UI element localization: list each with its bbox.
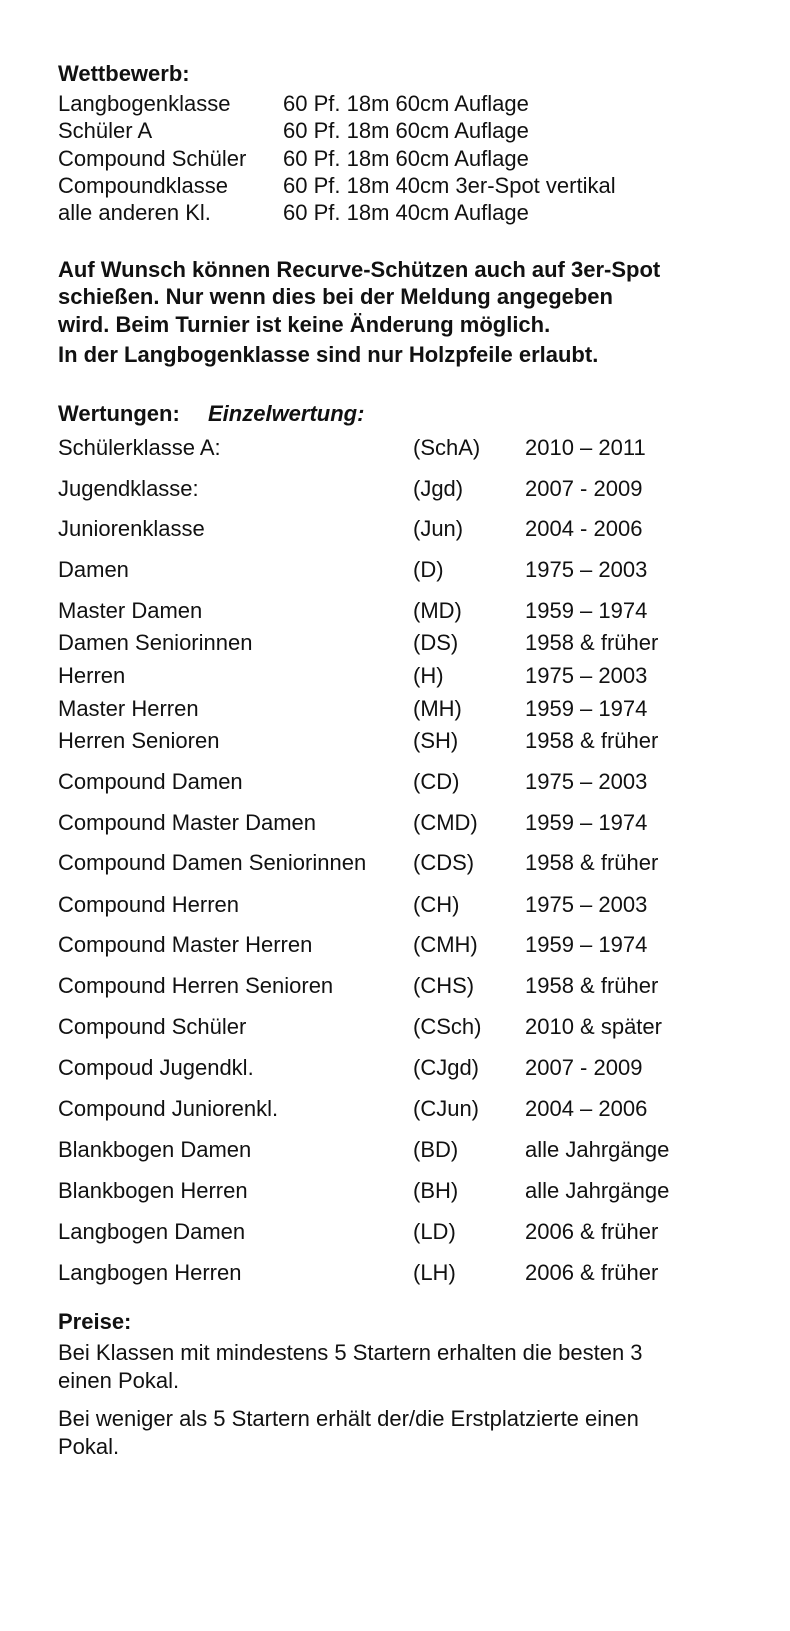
class-years: 1959 – 1974 bbox=[525, 696, 648, 721]
class-name: Schülerklasse A: bbox=[58, 435, 221, 460]
class-abbr: (MD) bbox=[413, 598, 462, 623]
class-name: Damen bbox=[58, 557, 129, 582]
class-abbr: (MH) bbox=[413, 696, 462, 721]
wertungen-heading: Wertungen: bbox=[58, 401, 180, 426]
wettbewerb-class: Compoundklasse bbox=[58, 173, 228, 198]
class-abbr: (DS) bbox=[413, 630, 459, 655]
class-years: 1975 – 2003 bbox=[525, 557, 648, 582]
class-years: 1958 & früher bbox=[525, 850, 659, 875]
notice-line: wird. Beim Turnier ist keine Änderung möglich. bbox=[58, 312, 551, 337]
wettbewerb-heading: Wettbewerb: bbox=[58, 61, 190, 86]
class-abbr: (CD) bbox=[413, 769, 460, 794]
class-abbr: (CJun) bbox=[413, 1096, 480, 1121]
class-name: Juniorenklasse bbox=[58, 516, 205, 541]
class-name: Blankbogen Herren bbox=[58, 1178, 248, 1203]
class-years: 2004 – 2006 bbox=[525, 1096, 648, 1121]
class-name: Langbogen Damen bbox=[58, 1219, 246, 1244]
class-abbr: (D) bbox=[413, 557, 444, 582]
wettbewerb-class: Compound Schüler bbox=[58, 146, 247, 171]
class-name: Compound Master Damen bbox=[58, 810, 317, 835]
wettbewerb-spec: 60 Pf. 18m 40cm Auflage bbox=[283, 200, 529, 225]
class-name: Master Herren bbox=[58, 696, 199, 721]
class-years: 2010 – 2011 bbox=[525, 435, 646, 460]
class-years: 1975 – 2003 bbox=[525, 663, 648, 688]
class-years: 1959 – 1974 bbox=[525, 932, 648, 957]
class-years: 1958 & früher bbox=[525, 630, 659, 655]
class-name: Compound Damen Seniorinnen bbox=[58, 850, 367, 875]
class-years: 1975 – 2003 bbox=[525, 769, 648, 794]
notice-line: schießen. Nur wenn dies bei der Meldung angegeben bbox=[58, 284, 613, 309]
preise-text: einen Pokal. bbox=[58, 1368, 180, 1393]
class-name: Herren bbox=[58, 663, 126, 688]
class-abbr: (BD) bbox=[413, 1137, 459, 1162]
class-name: Langbogen Herren bbox=[58, 1260, 242, 1285]
class-years: 2006 & früher bbox=[525, 1260, 659, 1285]
class-years: 1958 & früher bbox=[525, 973, 659, 998]
class-name: Blankbogen Damen bbox=[58, 1137, 252, 1162]
wettbewerb-spec: 60 Pf. 18m 60cm Auflage bbox=[283, 146, 529, 171]
class-years: 2010 & später bbox=[525, 1014, 662, 1039]
preise-text: Bei Klassen mit mindestens 5 Startern erhalten die besten 3 bbox=[58, 1340, 643, 1365]
class-abbr: (LD) bbox=[413, 1219, 456, 1244]
class-years: 2007 - 2009 bbox=[525, 476, 643, 501]
wettbewerb-class: Schüler A bbox=[58, 118, 153, 143]
class-years: 1959 – 1974 bbox=[525, 810, 648, 835]
class-abbr: (CDS) bbox=[413, 850, 475, 875]
wettbewerb-spec: 60 Pf. 18m 60cm Auflage bbox=[283, 118, 529, 143]
class-abbr: (CMH) bbox=[413, 932, 478, 957]
class-name: Compound Herren bbox=[58, 892, 239, 917]
class-abbr: (CHS) bbox=[413, 973, 475, 998]
class-name: Master Damen bbox=[58, 598, 203, 623]
class-name: Herren Senioren bbox=[58, 728, 220, 753]
preise-heading: Preise: bbox=[58, 1309, 132, 1334]
class-years: alle Jahrgänge bbox=[525, 1178, 670, 1203]
class-abbr: (CJgd) bbox=[413, 1055, 480, 1080]
class-abbr: (SchA) bbox=[413, 435, 481, 460]
class-abbr: (Jgd) bbox=[413, 476, 464, 501]
class-abbr: (Jun) bbox=[413, 516, 464, 541]
class-years: 2006 & früher bbox=[525, 1219, 659, 1244]
wettbewerb-class: Langbogenklasse bbox=[58, 91, 231, 116]
class-abbr: (CSch) bbox=[413, 1014, 482, 1039]
class-abbr: (LH) bbox=[413, 1260, 456, 1285]
class-abbr: (CMD) bbox=[413, 810, 478, 835]
class-years: alle Jahrgänge bbox=[525, 1137, 670, 1162]
class-name: Compound Schüler bbox=[58, 1014, 247, 1039]
class-years: 1959 – 1974 bbox=[525, 598, 648, 623]
wettbewerb-spec: 60 Pf. 18m 60cm Auflage bbox=[283, 91, 529, 116]
preise-text: Bei weniger als 5 Startern erhält der/die Erstplatzierte einen bbox=[58, 1406, 639, 1431]
class-years: 2007 - 2009 bbox=[525, 1055, 643, 1080]
einzelwertung-subheading: Einzelwertung: bbox=[208, 401, 365, 426]
class-name: Compound Damen bbox=[58, 769, 243, 794]
class-years: 2004 - 2006 bbox=[525, 516, 643, 541]
wettbewerb-class: alle anderen Kl. bbox=[58, 200, 211, 225]
class-name: Compound Herren Senioren bbox=[58, 973, 334, 998]
class-name: Damen Seniorinnen bbox=[58, 630, 253, 655]
preise-text: Pokal. bbox=[58, 1434, 120, 1459]
class-name: Compound Master Herren bbox=[58, 932, 313, 957]
class-abbr: (SH) bbox=[413, 728, 459, 753]
notice-line: In der Langbogenklasse sind nur Holzpfeile erlaubt. bbox=[58, 342, 599, 367]
wettbewerb-spec: 60 Pf. 18m 40cm 3er-Spot vertikal bbox=[283, 173, 616, 198]
class-years: 1975 – 2003 bbox=[525, 892, 648, 917]
class-abbr: (BH) bbox=[413, 1178, 459, 1203]
class-name: Jugendklasse: bbox=[58, 476, 199, 501]
notice-line: Auf Wunsch können Recurve-Schützen auch auf 3er-Spot bbox=[58, 257, 661, 282]
class-name: Compound Juniorenkl. bbox=[58, 1096, 279, 1121]
class-name: Compoud Jugendkl. bbox=[58, 1055, 254, 1080]
class-abbr: (CH) bbox=[413, 892, 460, 917]
class-abbr: (H) bbox=[413, 663, 444, 688]
class-years: 1958 & früher bbox=[525, 728, 659, 753]
